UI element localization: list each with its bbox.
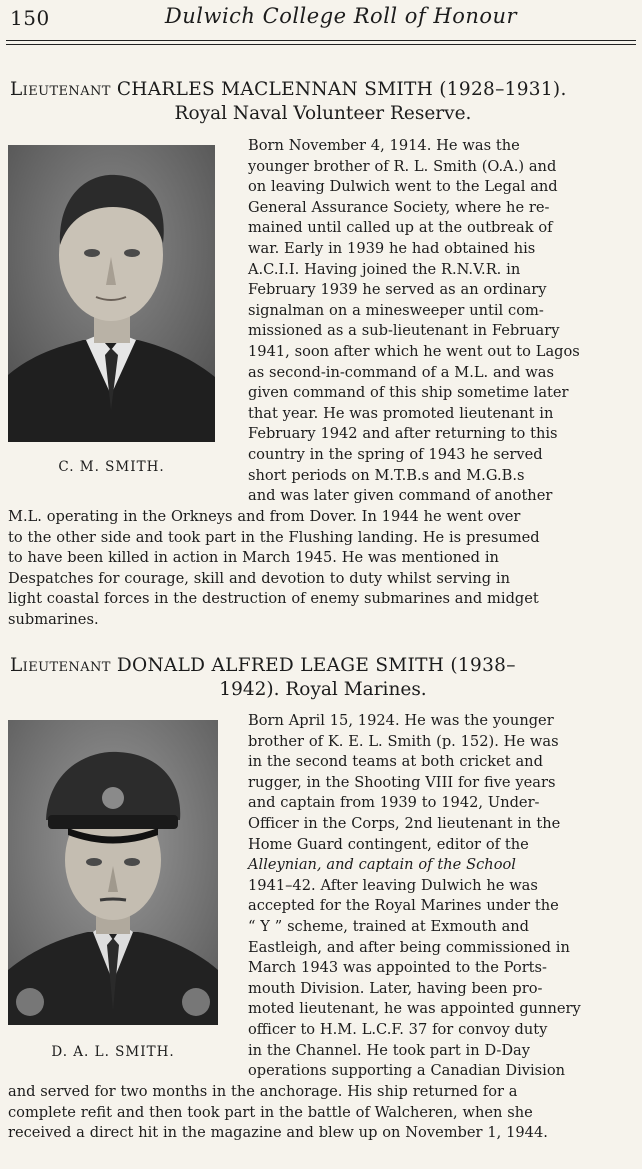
entry-name: CHARLES MACLENNAN SMITH (1928–1931). xyxy=(116,79,567,100)
text-line: moted lieutenant, he was appointed gunnery xyxy=(248,1000,581,1018)
text-line: signalman on a minesweeper until com- xyxy=(248,301,544,319)
text-line: complete refit and then took part in the battle of Walcheren, when she xyxy=(8,1103,533,1121)
text-line: received a direct hit in the magazine and blew up on November 1, 1944. xyxy=(8,1124,548,1142)
entry-heading-cm-smith xyxy=(10,78,636,126)
photo-caption-dal-smith: D. A. L. SMITH. xyxy=(51,1044,175,1060)
text-line: to have been killed in action in March 1945. He was mentioned in xyxy=(8,549,499,567)
entry-name: DONALD ALFRED LEAGE SMITH (1938– xyxy=(116,655,516,676)
text-line: Born April 15, 1924. He was the younger xyxy=(248,712,554,729)
entry-text-full-width xyxy=(8,507,616,631)
text-line: and was later given command of another xyxy=(248,487,553,505)
text-line: Eastleigh, and after being commissioned in xyxy=(248,938,570,956)
entry-text-full-width xyxy=(8,1082,616,1144)
text-line: short periods on M.T.B.s and M.G.B.s xyxy=(248,466,525,484)
page-header xyxy=(0,0,642,48)
text-line: Despatches for courage, skill and devotion to duty whilst serving in xyxy=(8,569,511,587)
running-title: Dulwich College Roll of Honour xyxy=(164,4,518,28)
text-line: and captain from 1939 to 1942, Under- xyxy=(248,794,540,812)
text-line: Alleynian, and captain of the School xyxy=(248,856,516,874)
text-line: Officer in the Corps, 2nd lieutenant in the xyxy=(248,814,561,832)
header-rule-top xyxy=(6,40,636,41)
entry-text-beside-photo xyxy=(248,711,616,1082)
text-line: rugger, in the Shooting VIII for five years xyxy=(248,773,556,791)
text-line: on leaving Dulwich went to the Legal and xyxy=(248,178,558,196)
portrait-photo-dal-smith xyxy=(8,720,218,1025)
text-line: A.C.I.I. Having joined the R.N.V.R. in xyxy=(248,260,521,278)
text-line: accepted for the Royal Marines under the xyxy=(248,897,559,915)
text-line: given command of this ship sometime later xyxy=(248,384,569,402)
entry-subtitle: Royal Marines. xyxy=(285,679,427,700)
entry-rank: Lieutenant xyxy=(10,79,111,100)
text-line: war. Early in 1939 he had obtained his xyxy=(248,239,536,257)
text-line: brother of K. E. L. Smith (p. 152). He was xyxy=(248,732,559,750)
text-line: February 1939 he served as an ordinary xyxy=(248,281,547,299)
text-line: younger brother of R. L. Smith (O.A.) and xyxy=(248,157,557,175)
text-line: March 1943 was appointed to the Ports- xyxy=(248,959,547,977)
entry-heading-dal-smith xyxy=(10,654,636,702)
entry-subtitle: Royal Naval Volunteer Reserve. xyxy=(174,103,472,124)
text-line: missioned as a sub-lieutenant in February xyxy=(248,322,560,340)
text-line: 1941–42. After leaving Dulwich he was xyxy=(248,876,538,894)
text-line: that year. He was promoted lieutenant in xyxy=(248,404,554,422)
entry-name-continued: 1942). xyxy=(219,679,280,700)
text-line: light coastal forces in the destruction of enemy submarines and midget xyxy=(8,590,539,608)
portrait-photo-cm-smith xyxy=(8,145,215,442)
text-line: officer to H.M. L.C.F. 37 for convoy duty xyxy=(248,1020,548,1038)
header-rule-bottom xyxy=(6,44,636,45)
text-line: General Assurance Society, where he re- xyxy=(248,198,550,216)
text-line: “ Y ” scheme, trained at Exmouth and xyxy=(248,917,530,935)
text-line: mained until called up at the outbreak of xyxy=(248,219,553,237)
text-line: 1941, soon after which he went out to Lagos xyxy=(248,342,580,360)
text-line: Born November 4, 1914. He was the xyxy=(248,137,520,154)
entry-text-beside-photo xyxy=(248,136,616,507)
text-line: in the Channel. He took part in D-Day xyxy=(248,1041,530,1059)
text-line: operations supporting a Canadian Division xyxy=(248,1062,566,1080)
text-line: February 1942 and after returning to this xyxy=(248,425,558,443)
text-line: mouth Division. Later, having been pro- xyxy=(248,979,543,997)
text-line: in the second teams at both cricket and xyxy=(248,753,543,771)
page-number: 150 xyxy=(10,6,50,30)
text-line: Home Guard contingent, editor of the xyxy=(248,835,529,853)
text-line: M.L. operating in the Orkneys and from Dover. In 1944 he went over xyxy=(8,508,521,525)
text-line: submarines. xyxy=(8,610,99,628)
entry-rank: Lieutenant xyxy=(10,655,111,676)
text-line: as second-in-command of a M.L. and was xyxy=(248,363,554,381)
photo-caption-cm-smith: C. M. SMITH. xyxy=(58,459,165,475)
text-line: country in the spring of 1943 he served xyxy=(248,445,543,463)
text-line: and served for two months in the anchorage. His ship returned for a xyxy=(8,1083,518,1100)
text-line: to the other side and took part in the Flushing landing. He is presumed xyxy=(8,528,540,546)
